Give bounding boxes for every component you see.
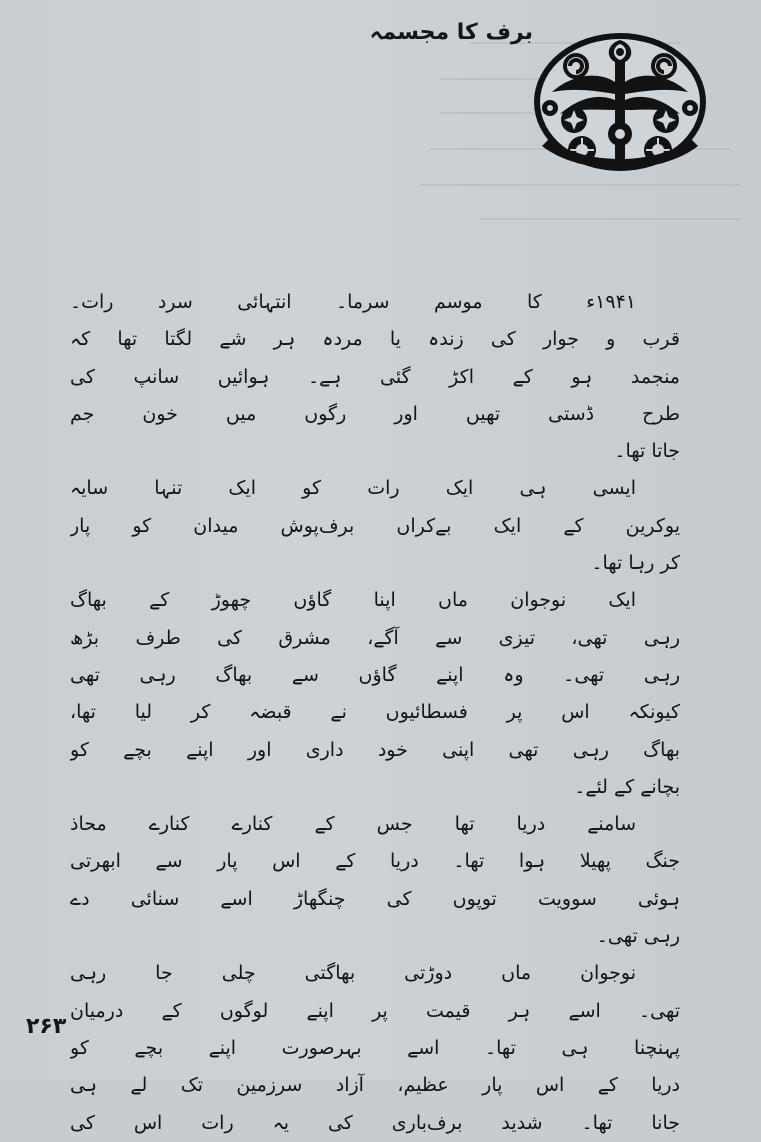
text-line: جنگ پھیلا ہوا تھا۔ دریا کے اس پار سے ابھرتی <box>70 850 680 873</box>
paragraph <box>70 955 680 1141</box>
text-line: جانا تھا۔ شدید برف‌باری کی یہ رات اس کی <box>70 1111 680 1134</box>
paragraph <box>70 284 680 470</box>
text-line: یوکرین کے ایک بےکراں برف‌پوش میدان کو پار <box>70 514 680 537</box>
paragraph <box>70 582 680 806</box>
text-line: منجمد ہو کے اکڑ گئی ہے۔ ہوائیں سانپ کی <box>70 365 680 388</box>
text-line: رہی تھی۔ <box>596 925 680 948</box>
text-line: طرح ڈستی تھیں اور رگوں میں خون جم <box>70 402 680 425</box>
text-line: قرب و جوار کی زندہ یا مردہ ہر شے لگتا تھا کہ <box>70 328 680 351</box>
text-line: رہی تھی۔ وہ اپنے گاؤں سے بھاگ رہی تھی <box>70 663 680 686</box>
text-line: تھی۔ اسے ہر قیمت پر اپنے لوگوں کے درمیان <box>70 999 680 1022</box>
folk-art-tree-emblem <box>530 30 710 174</box>
chapter-title: برف کا مجسمہ <box>369 20 533 45</box>
text-line: ایسی ہی ایک رات کو ایک تنہا سایہ <box>70 477 636 500</box>
text-line: نوجوان ماں دوڑتی بھاگتی چلی جا رہی <box>70 962 636 985</box>
text-line: سامنے دریا تھا جس کے کنارے کنارے محاذ <box>70 813 636 836</box>
text-line: جاتا تھا۔ <box>614 440 680 463</box>
text-line: ایک نوجوان ماں اپنا گاؤں چھوڑ کے بھاگ <box>70 589 636 612</box>
text-line: کیونکہ اس پر فسطائیوں نے قبضہ کر لیا تھا، <box>70 701 680 724</box>
text-line: کر رہا تھا۔ <box>591 552 680 575</box>
paragraph <box>70 470 680 582</box>
text-line: ہوئی سوویت توپوں کی چنگھاڑ اسے سنائی دے <box>70 887 680 910</box>
text-line: پہنچنا ہی تھا۔ اسے بہرصورت اپنے بچے کو <box>70 1036 680 1059</box>
text-line: ۱۹۴۱ء کا موسم سرما۔ انتہائی سرد رات۔ <box>70 291 636 313</box>
text-line: بچانے کے لئے۔ <box>574 775 680 798</box>
story-text <box>70 284 680 1142</box>
text-line: رہی تھی، تیزی سے آگے، مشرق کی طرف بڑھ <box>70 626 680 649</box>
paragraph <box>70 806 680 955</box>
text-line: بھاگ رہی تھی اپنی خود داری اور اپنے بچے کو <box>70 738 680 761</box>
text-line: دریا کے اس پار عظیم، آزاد سرزمین تک لے ہی <box>70 1074 680 1097</box>
page-number: ۲۶۳ <box>26 1014 67 1039</box>
